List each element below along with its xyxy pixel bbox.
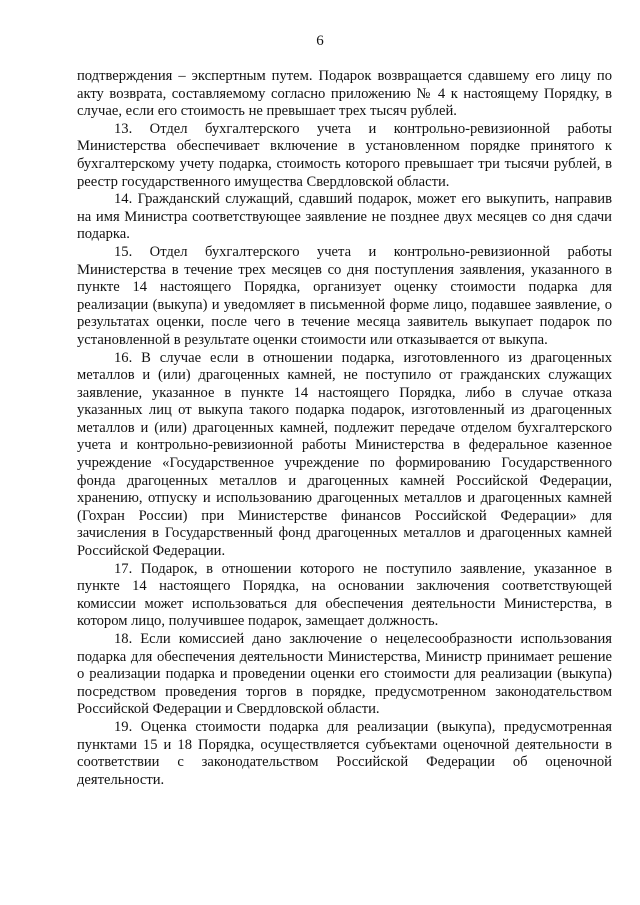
page-number: 6 — [316, 33, 324, 49]
paragraph-16: 16. В случае если в отношении подарка, изготовленного из драгоценных металлов и (или) драгоценных камней, не поступило от гражданских служащих заявление, указанное в пункте 14 настоящего Порядка, либо в случае отказа указанных лиц от выкупа такого подарка подарок, изготовленный из драгоценных металлов и (или) драгоценных камней, подлежит передаче отделом бухгалтерского учета и контрольно-ревизионной работы Министерства в федеральное казенное учреждение «Государственное учреждение по формированию Государственного фонда драгоценных металлов и драгоценных камней Российской Федерации, хранению, отпуску и использованию драгоценных металлов и драгоценных камней (Гохран России) при Министерстве финансов Российской Федерации» для зачисления в Государственный фонд драгоценных металлов и драгоценных камней Российской Федерации. — [77, 349, 612, 560]
paragraph-17: 17. Подарок, в отношении которого не поступило заявление, указанное в пункте 14 настоящего Порядка, на основании заключения соответствующей комиссии может использоваться для обеспечения деятельности Министерства, в котором лицо, получившее подарок, замещает должность. — [77, 560, 612, 630]
paragraph-14: 14. Гражданский служащий, сдавший подарок, может его выкупить, направив на имя Министра соответствующее заявление не позднее двух месяцев со дня сдачи подарка. — [77, 191, 612, 243]
paragraph-18: 18. Если комиссией дано заключение о нецелесообразности использования подарка для обеспечения деятельности Министерства, Министр принимает решение о реализации подарка и проведении оценки его стоимости для реализации (выкупа) посредством проведения торгов в порядке, предусмотренном законодательством Российской Федерации и Свердловской области. — [77, 631, 612, 718]
paragraph-continuation: подтверждения – экспертным путем. Подарок возвращается сдавшему его лицу по акту возврата, составляемому согласно приложению № 4 к настоящему Порядку, в случае, если его стоимость не превышает трех тысяч рублей. — [77, 68, 612, 120]
paragraph-13: 13. Отдел бухгалтерского учета и контрольно-ревизионной работы Министерства обеспечивает включение в установленном порядке принятого к бухгалтерскому учету подарка, стоимость которого превышает три тысячи рублей, в реестр государственного имущества Свердловской области. — [77, 120, 612, 190]
document-body — [77, 68, 612, 789]
paragraph-15: 15. Отдел бухгалтерского учета и контрольно-ревизионной работы Министерства в течение трех месяцев со дня поступления заявления, указанного в пункте 14 настоящего Порядка, организует оценку стоимости подарка для реализации (выкупа) и уведомляет в письменной форме лицо, подавшее заявление, о результатах оценки, после чего в течение месяца заявитель выкупает подарок по установленной в результате оценки стоимости или отказывается от выкупа. — [77, 243, 612, 348]
paragraph-19: 19. Оценка стоимости подарка для реализации (выкупа), предусмотренная пунктами 15 и 18 Порядка, осуществляется субъектами оценочной деятельности в соответствии с законодательством Российской Федерации об оценочной деятельности. — [77, 718, 612, 788]
